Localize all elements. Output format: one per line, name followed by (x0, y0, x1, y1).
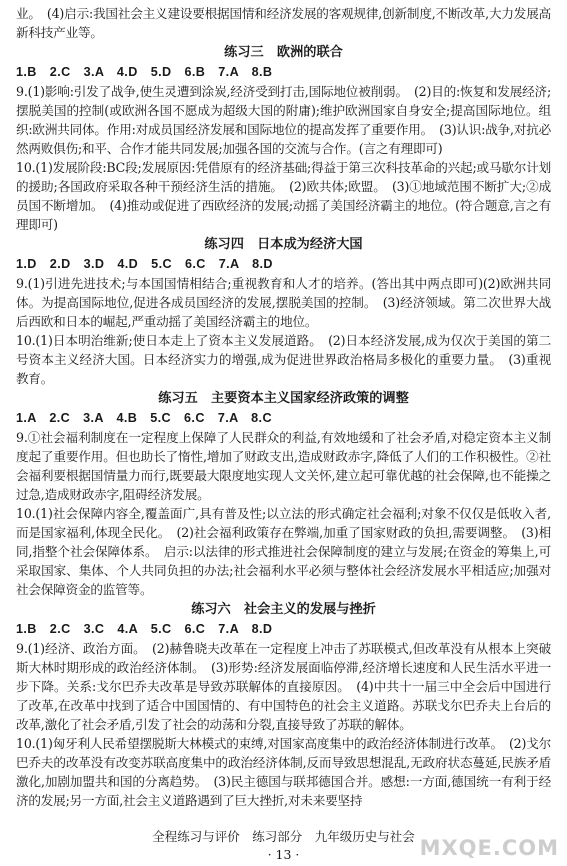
question-10-answer-4: 10.(1)日本明治维新;使日本走上了资本主义发展道路。 (2)日本经济发展,成为仅次于美国的第二号资本主义经济大国。日本经济实力的增强,成为促进世界政治格局多极化的重要力量。 (3)重视教育。 (16, 333, 551, 386)
section-title-5: 练习五 主要资本主义国家经济政策的调整 (158, 391, 409, 406)
section-title-4: 练习四 日本成为经济大国 (204, 237, 363, 252)
mc-answers-4: 1.D 2.D 3.D 4.D 5.C 6.C 7.A 8.D (16, 257, 273, 271)
section-title-3: 练习三 欧洲的联合 (224, 45, 343, 60)
question-9-answer-4: 9.(1)引进先进技术;与本国国情相结合;重视教育和人才的培养。(答出其中两点即可)(2)欧洲共同体。为提高国际地位,促进各成员国经济的发展,摆脱美国的控制。 (3)经济领域。第二次世界大战后西欧和日本的崛起,严重动摇了美国经济霸主的地位。 (16, 276, 551, 329)
question-9-answer-3: 9.(1)影响:引发了战争,使生灵遭到涂炭,经济受到打击,国际地位被削弱。 (2)目的:恢复和发展经济;摆脱美国的控制(或欧洲各国不愿成为超级大国的附庸);维护欧洲国家自身安全;提高国际地位。组织:欧洲共同体。作用:对成员国经济发展和国际地位的提高发挥了重要作用。 (3)认识:战争,对抗必然两败俱伤;和平、合作才能共同发展;加强各国的交流与合作。(言之有理即可) (16, 84, 552, 156)
question-9-answer-6: 9.(1)经济、政治方面。 (2)赫鲁晓夫改革在一定程度上冲击了苏联模式,但改革没有从根本上突破斯大林时期形成的政治经济体制。 (3)形势:经济发展面临停滞,经济增长速度和人民生活水平进一步下降。关系:戈尔巴乔夫改革是导致苏联解体的直接原因。 (4)中共十一届三中全会后中国进行了改革,在改革中找到了适合中国国情的、有中国特色的社会主义道路。苏联戈尔巴乔夫上台后的改革,激化了社会矛盾,引发了社会的动荡和分裂,直接导致了苏联的解体。 (16, 641, 551, 732)
mc-answers-3: 1.B 2.C 3.A 4.D 5.D 6.B 7.A 8.B (16, 65, 273, 79)
watermark-logo: MXQE.COM (419, 836, 559, 860)
page-footer: 全程练习与评价 练习部分 九年级历史与社会 (152, 829, 415, 844)
page-number: · 13 · (267, 847, 300, 862)
section-title-6: 练习六 社会主义的发展与挫折 (191, 602, 376, 617)
question-10-answer-6: 10.(1)匈牙利人民希望摆脱斯大林模式的束缚,对国家高度集中的政治经济体制进行改革。 (2)戈尔巴乔夫的改革没有改变苏联高度集中的政治经济体制,反而导致思想混乱,无政府状态蔓延,民族矛盾激化,加剧加盟共和国的分离趋势。 (3)民主德国与联邦德国合并。感想:一方面,德国统一有利于经济的发展;另一方面,社会主义道路遇到了巨大挫折,对未来要坚持 (16, 736, 551, 808)
question-10-answer-5: 10.(1)社会保障内容全,覆盖面广,具有普及性;以立法的形式确定社会福利;对象不仅仅是低收入者,而是国家福利,体现全民化。 (2)社会福利政策存在弊端,加重了国家财政的负担,需要调整。 (3)相同,指整个社会保障体系。 启示:以法律的形式推进社会保障制度的建立与发展;在资金的筹集上,可采取国家、集体、个人共同负担的办法;社会福利水平必须与整体社会经济发展水平相适应;加强对社会保障资金的监管等。 (16, 506, 551, 597)
question-9-answer-5: 9.①社会福利制度在一定程度上保障了人民群众的利益,有效地缓和了社会矛盾,对稳定资本主义制度起了重要作用。但也助长了惰性,增加了财政支出,造成财政赤字,降低了人们的工作积极性。②社会福利要根据国情量力而行,既要最大限度地实现人文关怀,建立起可靠优越的社会保障,也不能操之过急,造成财政赤字,阻碍经济发展。 (16, 430, 551, 502)
mc-answers-6: 1.B 2.C 3.C 4.A 5.C 6.C 7.A 8.D (16, 622, 273, 636)
mc-answers-5: 1.A 2.C 3.A 4.B 5.C 6.C 7.A 8.C (16, 411, 272, 425)
paragraph-continuation: 业。 (4)启示:我国社会主义建设要根据国情和经济发展的客观规律,创新制度,不断改革,大力发展高新科技产业等。 (16, 6, 551, 40)
question-10-answer-3: 10.(1)发展阶段:BC段;发展原因:凭借原有的经济基础;得益于第三次科技革命的兴起;或马歇尔计划的援助;各国政府采取各种干预经济生活的措施。 (2)欧共体;欧盟。 (3)①地域范围不断扩大;②成员国不断增加。 (4)推动或促进了西欧经济的发展;动摇了美国经济霸主的地位。(符合题意,言之有理即可) (16, 160, 551, 232)
